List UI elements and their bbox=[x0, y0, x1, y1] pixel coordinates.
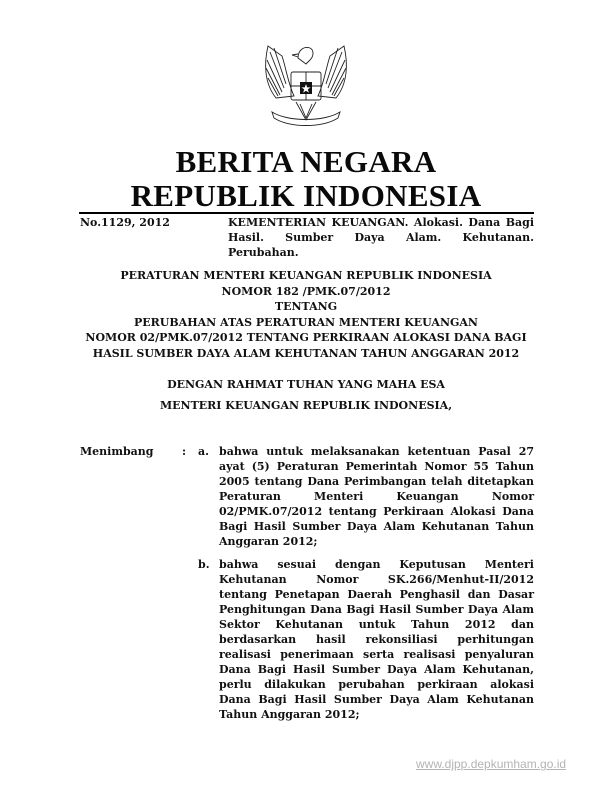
regulation-subject-line3: HASIL SUMBER DAYA ALAM KEHUTANAN TAHUN ANGGARAN 2012 bbox=[92, 346, 520, 360]
source-website-link[interactable]: www.djpp.depkumham.go.id bbox=[416, 757, 567, 771]
item-text: bahwa sesuai dengan Keputusan Menteri Kehutanan Nomor SK.266/Menhut-II/2012 tentang Penetapan Daerah Penghasil dan Dasar Penghitungan Dana Bagi Hasil Sumber Daya Alam Sektor Kehutanan untuk Tahun 2012 dan berdasarkan hasil rekonsiliasi perhitungan realisasi penerimaan serta realisasi penyaluran Dana Bagi Hasil Sumber Daya Alam Kehutanan, perlu dilakukan perubahan perkiraan alokasi Dana Bagi Hasil Sumber Daya Alam Kehutanan Tahun Anggaran 2012; bbox=[219, 558, 534, 721]
gazette-title-line1: BERITA NEGARA bbox=[175, 144, 437, 179]
gazette-title-line2: REPUBLIK INDONESIA bbox=[130, 178, 482, 213]
invocation-line1: DENGAN RAHMAT TUHAN YANG MAHA ESA bbox=[167, 378, 445, 391]
header-divider bbox=[79, 212, 534, 214]
considering-label: Menimbang bbox=[80, 445, 154, 458]
regulation-number: NOMOR 182 /PMK.07/2012 bbox=[221, 284, 391, 298]
invocation-line2: MENTERI KEUANGAN REPUBLIK INDONESIA, bbox=[159, 399, 453, 412]
regulation-tentang: TENTANG bbox=[274, 300, 338, 313]
considering-colon: : bbox=[182, 445, 187, 458]
item-marker: a. bbox=[198, 445, 209, 458]
garuda-emblem-icon bbox=[258, 38, 354, 136]
regulation-subject-line1: PERUBAHAN ATAS PERATURAN MENTERI KEUANGAN bbox=[133, 315, 478, 329]
gazette-subject: KEMENTERIAN KEUANGAN. Alokasi. Dana Bagi Hasil. Sumber Daya Alam. Kehutanan. Perubahan. bbox=[228, 216, 534, 259]
regulation-subject-line2: NOMOR 02/PMK.07/2012 TENTANG PERKIRAAN ALOKASI DANA BAGI bbox=[85, 331, 527, 344]
regulation-title: PERATURAN MENTERI KEUANGAN REPUBLIK INDONESIA bbox=[120, 269, 492, 282]
invocation bbox=[0, 374, 612, 416]
item-marker: b. bbox=[198, 558, 210, 571]
gazette-number: No.1129, 2012 bbox=[80, 216, 170, 229]
considering-item-a bbox=[198, 444, 534, 549]
regulation-heading bbox=[0, 268, 612, 361]
item-text: bahwa untuk melaksanakan ketentuan Pasal 27 ayat (5) Peraturan Pemerintah Nomor 55 Tahun 2005 tentang Dana Perimbangan telah ditetapkan Peraturan Menteri Keuangan Nomor 02/PMK.07/2012 tentang Perkiraan Alokasi Dana Bagi Hasil Sumber Daya Alam Kehutanan Tahun Anggaran 2012; bbox=[219, 445, 534, 548]
considering-item-b bbox=[198, 557, 534, 722]
